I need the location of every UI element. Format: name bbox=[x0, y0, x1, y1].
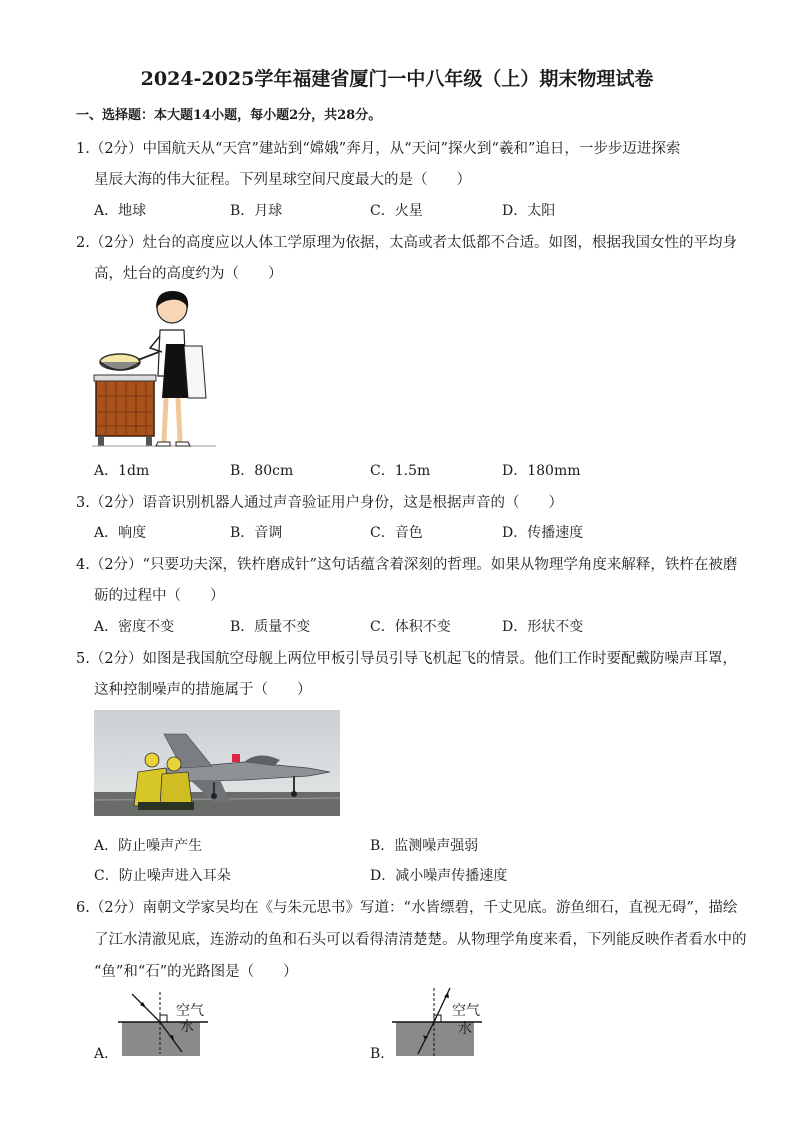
question-6-line-3: “鱼”和“石”的光路图是（ ） bbox=[94, 964, 298, 980]
page-title: 2024-2025学年福建省厦门一中八年级（上）期末物理试卷 bbox=[140, 68, 654, 90]
question-5-option-c: C．防止噪声进入耳朵 bbox=[94, 868, 231, 884]
question-2-option-b: B．80cm bbox=[230, 463, 294, 479]
question-3-option-d: D．传播速度 bbox=[502, 525, 584, 541]
stove-cooking-figure bbox=[92, 286, 216, 454]
question-2-line-2: 高，灶台的高度约为（ ） bbox=[94, 266, 283, 282]
question-4-option-b: B．质量不变 bbox=[230, 619, 311, 635]
aircraft-carrier-photo bbox=[94, 710, 340, 816]
question-5-line-1: 5.（2分）如图是我国航空母舰上两位甲板引导员引导飞机起飞的情景。他们工作时要配戴防噪声耳罩， bbox=[76, 651, 738, 667]
question-3-option-c: C．音色 bbox=[370, 525, 423, 541]
question-4-option-c: C．体积不变 bbox=[370, 619, 451, 635]
question-5-option-d: D．减小噪声传播速度 bbox=[370, 868, 508, 884]
question-2-option-a: A．1dm bbox=[94, 463, 150, 479]
section-heading: 一、选择题：本大题14小题，每小题2分，共28分。 bbox=[76, 108, 382, 123]
question-5-option-a: A．防止噪声产生 bbox=[94, 838, 203, 854]
question-2-line-1: 2.（2分）灶台的高度应以人体工学原理为依据，太高或者太低都不合适。如图，根据我国女性的平均身 bbox=[76, 235, 738, 251]
question-5-option-b: B．监测噪声强弱 bbox=[370, 838, 479, 854]
diagram-b-water-label: 水 bbox=[458, 1021, 472, 1037]
diagram-a-air-label: 空气 bbox=[176, 1003, 204, 1019]
question-3-option-a: A．响度 bbox=[94, 525, 147, 541]
question-1-option-c: C．火星 bbox=[370, 203, 423, 219]
question-1-line-1: 1.（2分）中国航天从“天宫”建站到“嫦娥”奔月，从“天问”探火到“羲和”追日，一步步迈进探索 bbox=[76, 141, 681, 157]
question-1-option-d: D．太阳 bbox=[502, 203, 556, 219]
light-path-diagram-a bbox=[118, 988, 214, 1060]
diagram-a-water-label: 水 bbox=[180, 1019, 194, 1035]
question-6-line-1: 6.（2分）南朝文学家吴均在《与朱元思书》写道：“水皆缥碧，千丈见底。游鱼细石，直视无碍”，描绘 bbox=[76, 900, 738, 916]
diagram-b-air-label: 空气 bbox=[452, 1003, 480, 1019]
question-6-option-b: B． bbox=[370, 1046, 395, 1062]
question-4-option-d: D．形状不变 bbox=[502, 619, 584, 635]
question-2-option-c: C．1.5m bbox=[370, 463, 431, 479]
question-2-option-d: D．180mm bbox=[502, 463, 581, 479]
question-3-line-1: 3.（2分）语音识别机器人通过声音验证用户身份，这是根据声音的（ ） bbox=[76, 495, 564, 511]
question-6-option-a: A． bbox=[94, 1046, 119, 1062]
question-4-line-1: 4.（2分）“只要功夫深，铁杵磨成针”这句话蕴含着深刻的哲理。如果从物理学角度来解释，铁杵在被磨 bbox=[76, 557, 738, 573]
question-1-option-b: B．月球 bbox=[230, 203, 283, 219]
question-3-option-b: B．音调 bbox=[230, 525, 283, 541]
question-5-line-2: 这种控制噪声的措施属于（ ） bbox=[94, 682, 312, 698]
question-4-line-2: 砺的过程中（ ） bbox=[94, 588, 225, 604]
question-1-option-a: A．地球 bbox=[94, 203, 147, 219]
question-1-line-2: 星辰大海的伟大征程。下列星球空间尺度最大的是（ ） bbox=[94, 172, 471, 188]
question-6-line-2: 了江水清澈见底，连游动的鱼和石头可以看得清清楚楚。从物理学角度来看，下列能反映作者看水中的 bbox=[94, 932, 747, 948]
question-4-option-a: A．密度不变 bbox=[94, 619, 175, 635]
light-path-diagram-b bbox=[392, 984, 488, 1060]
